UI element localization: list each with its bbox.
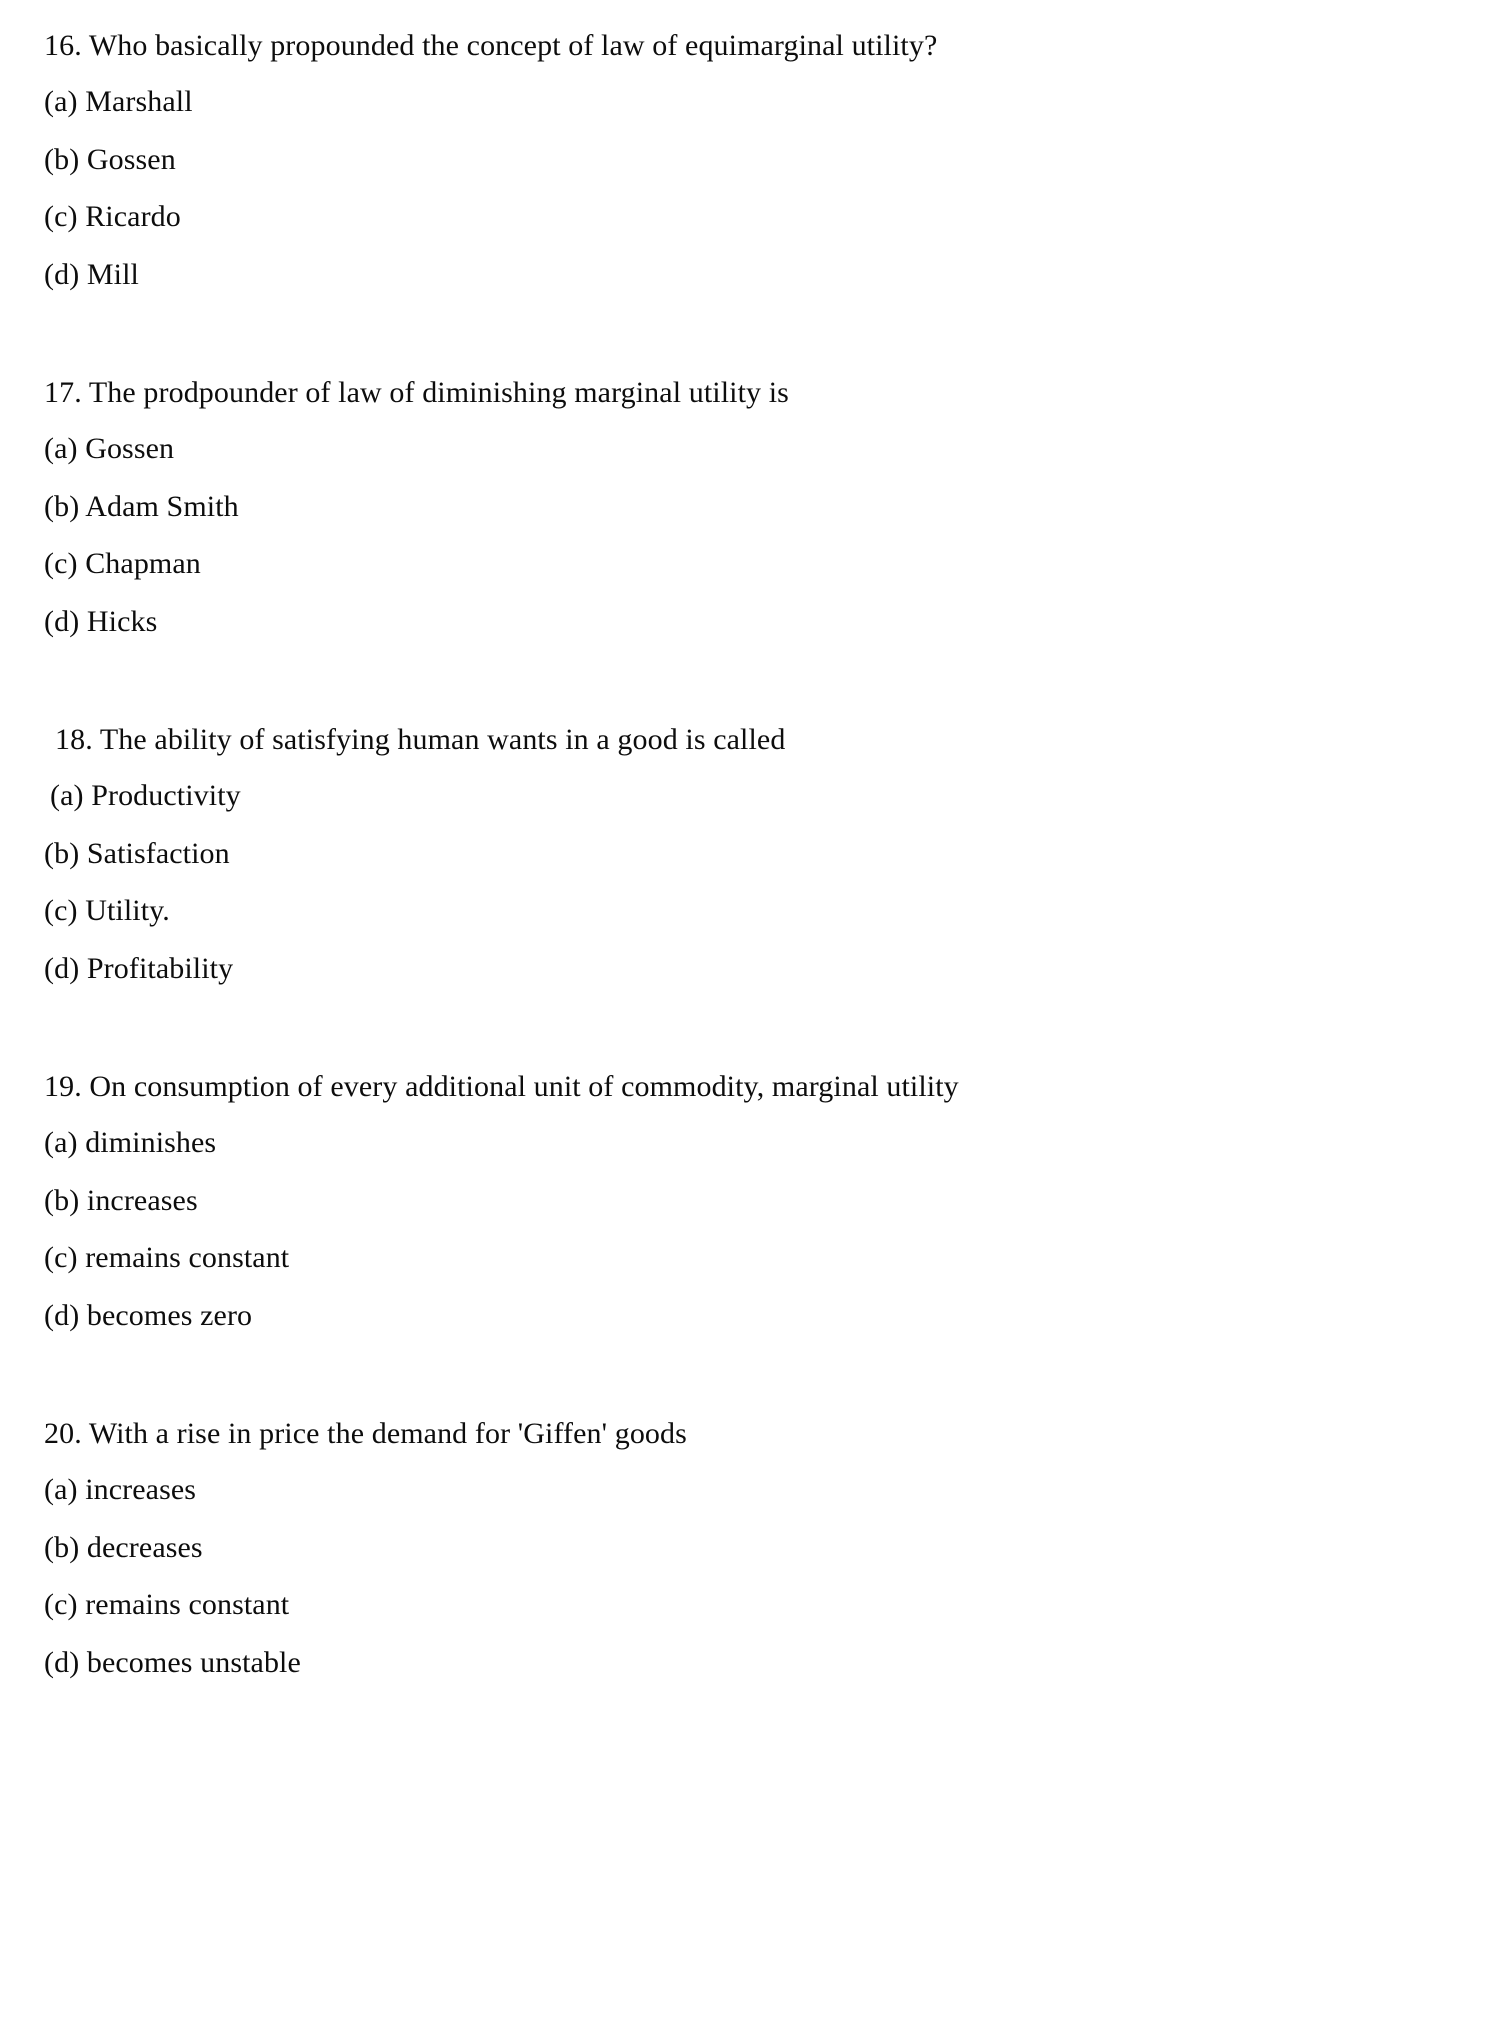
option-16-b[interactable]: (b) Gossen xyxy=(44,142,176,176)
option-19-b[interactable]: (b) increases xyxy=(44,1183,198,1217)
option-18-a[interactable]: (a) Productivity xyxy=(50,778,241,812)
question-text-18: 18. The ability of satisfying human wants in a good is called xyxy=(55,722,786,756)
question-block-20 xyxy=(44,1418,1444,1679)
option-18-b[interactable]: (b) Satisfaction xyxy=(44,836,230,870)
question-list xyxy=(44,30,1444,1679)
option-17-c[interactable]: (c) Chapman xyxy=(44,547,201,581)
question-text-20: 20. With a rise in price the demand for 'Giffen' goods xyxy=(44,1416,687,1450)
question-block-17 xyxy=(44,377,1444,638)
option-20-d[interactable]: (d) becomes unstable xyxy=(44,1646,301,1680)
option-16-a[interactable]: (a) Marshall xyxy=(44,84,193,118)
option-17-d[interactable]: (d) Hicks xyxy=(44,605,158,639)
option-17-a[interactable]: (a) Gossen xyxy=(44,431,175,465)
option-16-d[interactable]: (d) Mill xyxy=(44,258,139,292)
option-19-a[interactable]: (a) diminishes xyxy=(44,1125,217,1159)
question-gap xyxy=(44,1368,1444,1418)
option-20-b[interactable]: (b) decreases xyxy=(44,1530,203,1564)
option-19-c[interactable]: (c) remains constant xyxy=(44,1241,290,1275)
question-text-17: 17. The prodpounder of law of diminishing marginal utility is xyxy=(44,375,789,409)
question-block-18 xyxy=(44,724,1444,985)
question-block-19 xyxy=(44,1071,1444,1332)
option-20-c[interactable]: (c) remains constant xyxy=(44,1588,290,1622)
question-gap xyxy=(44,1021,1444,1071)
question-block-16 xyxy=(44,30,1444,291)
question-text-16: 16. Who basically propounded the concept of law of equimarginal utility? xyxy=(44,29,938,62)
question-gap xyxy=(44,674,1444,724)
option-20-a[interactable]: (a) increases xyxy=(44,1472,197,1506)
option-18-c[interactable]: (c) Utility. xyxy=(44,894,170,928)
option-16-c[interactable]: (c) Ricardo xyxy=(44,200,181,234)
option-18-d[interactable]: (d) Profitability xyxy=(44,952,234,986)
option-17-b[interactable]: (b) Adam Smith xyxy=(44,489,239,523)
question-gap xyxy=(44,327,1444,377)
option-19-d[interactable]: (d) becomes zero xyxy=(44,1299,253,1333)
question-text-19: 19. On consumption of every additional unit of commodity, marginal utility xyxy=(44,1069,959,1103)
